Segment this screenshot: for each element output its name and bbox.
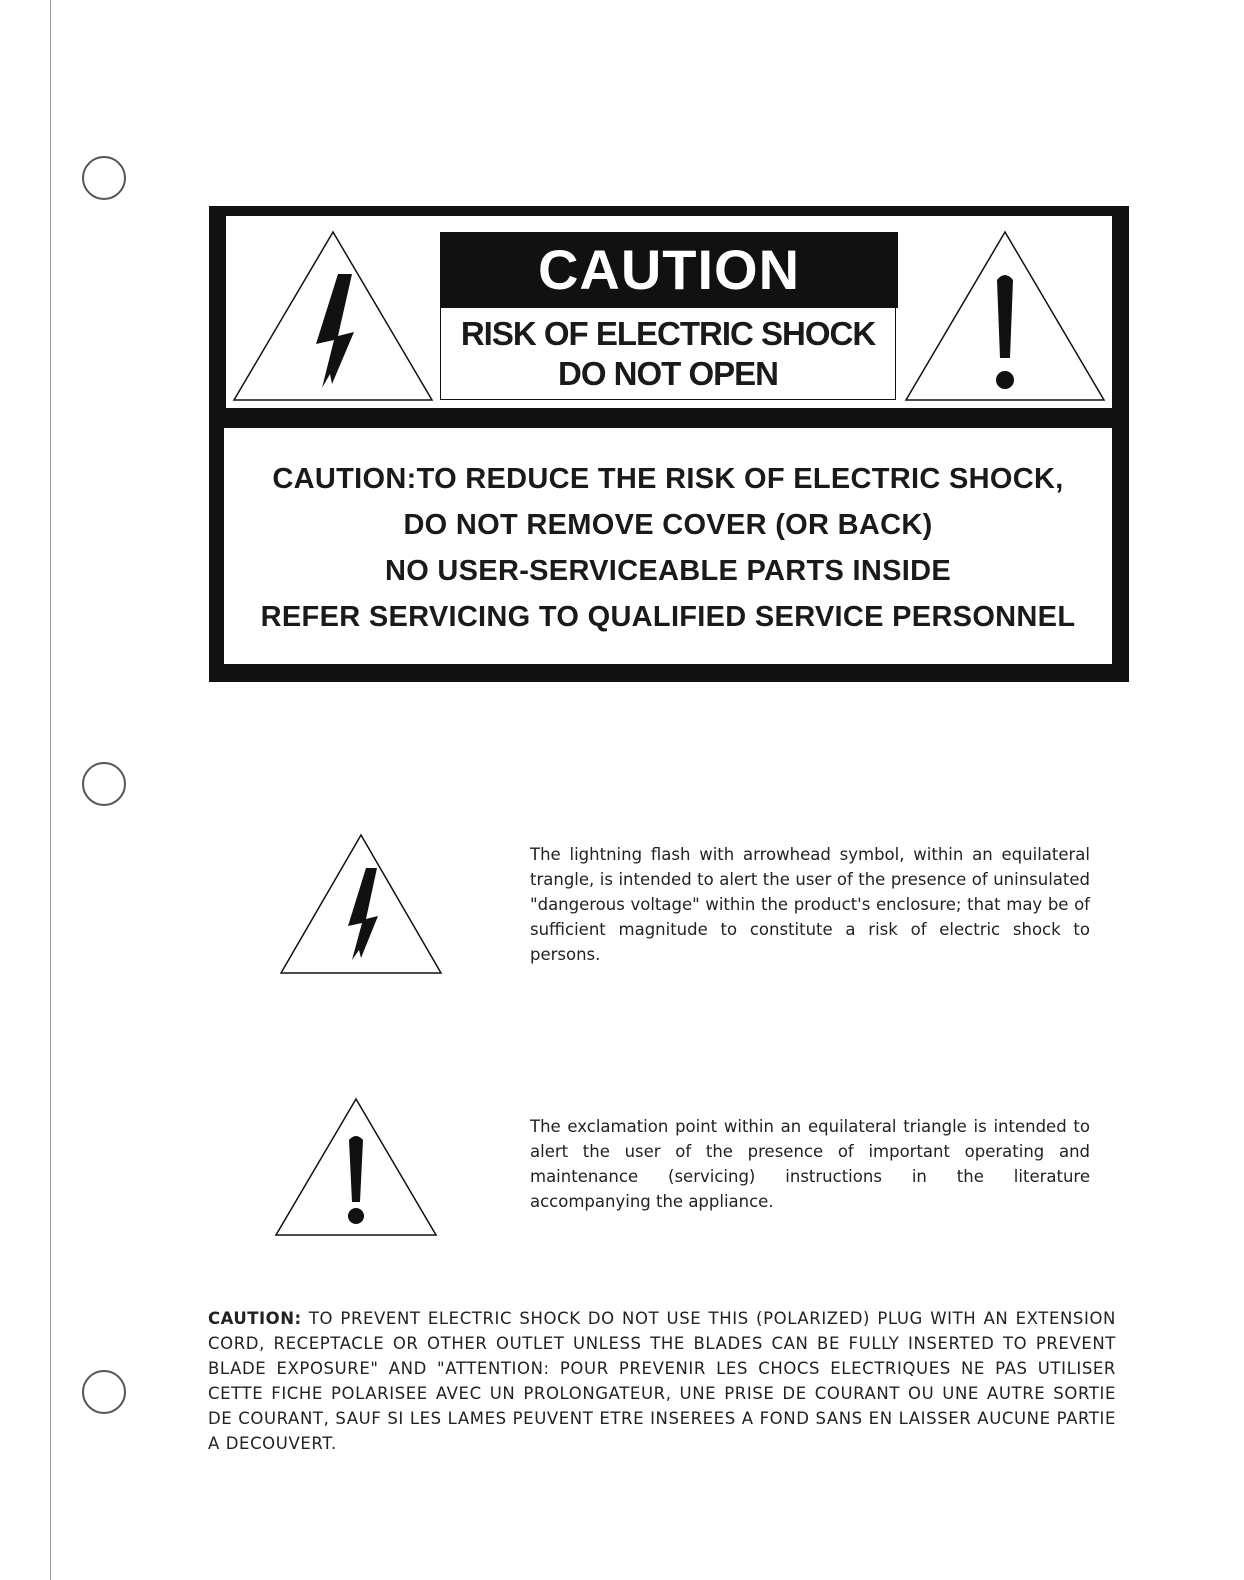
risk-line-1: RISK OF ELECTRIC SHOCK	[460, 315, 876, 352]
exclamation-warning-icon	[902, 228, 1108, 404]
footer-caution-text: TO PREVENT ELECTRIC SHOCK DO NOT USE THIS (POLARIZED) PLUG WITH AN EXTENSION CORD, RECEPTACLE OR OTHER OUTLET UNLESS THE BLADES CAN BE FULLY INSERTED TO PREVENT BLADE EXPOSURE" AND "ATTENTION: POUR PREVENIR LES CHOCS ELECTRIQUES NE PAS UTILISER CETTE FICHE POLARISEE AVEC UN PROLONGATEUR, UNE PRISE DE COURANT OU UNE AUTRE SORTIE DE COURANT, SAUF SI LES LAMES PEUVENT ETRE INSEREES A FOND SANS EN LAISSER AUCUNE PARTIE A DECOUVERT.	[208, 1309, 1116, 1453]
warning-line-3: NO USER-SERVICEABLE PARTS INSIDE	[384, 555, 952, 587]
caution-warning-text	[224, 456, 1112, 640]
punch-hole-top	[82, 156, 126, 200]
exclamation-explanation: The exclamation point within an equilateral triangle is intended to alert the user of the presence of important operating and maintenance (servicing) instructions in the literature accompanying the appliance.	[530, 1117, 1090, 1211]
punch-hole-middle	[82, 762, 126, 806]
lightning-triangle-icon	[278, 832, 444, 976]
footer-caution-lead: CAUTION:	[208, 1309, 302, 1328]
lightning-warning-icon	[230, 228, 436, 404]
risk-text-box	[440, 308, 896, 400]
caution-banner: CAUTION	[440, 232, 898, 308]
warning-line-4: REFER SERVICING TO QUALIFIED SERVICE PERSONNEL	[260, 601, 1076, 633]
lightning-explanation: The lightning flash with arrowhead symbol, within an equilateral trangle, is intended to alert the user of the presence of uninsulated "dangerous voltage" within the product's enclosure; that may be of sufficient magnitude to constitute a risk of electric shock to persons.	[530, 845, 1090, 964]
binder-margin-line	[50, 0, 51, 1580]
exclamation-triangle-icon	[273, 1096, 439, 1238]
punch-hole-bottom	[82, 1370, 126, 1414]
warning-line-1: CAUTION:TO REDUCE THE RISK OF ELECTRIC SHOCK,	[272, 463, 1064, 495]
polarized-plug-caution	[208, 1306, 1116, 1456]
warning-line-2: DO NOT REMOVE COVER (OR BACK)	[403, 509, 933, 541]
risk-line-2: DO NOT OPEN	[557, 355, 779, 392]
